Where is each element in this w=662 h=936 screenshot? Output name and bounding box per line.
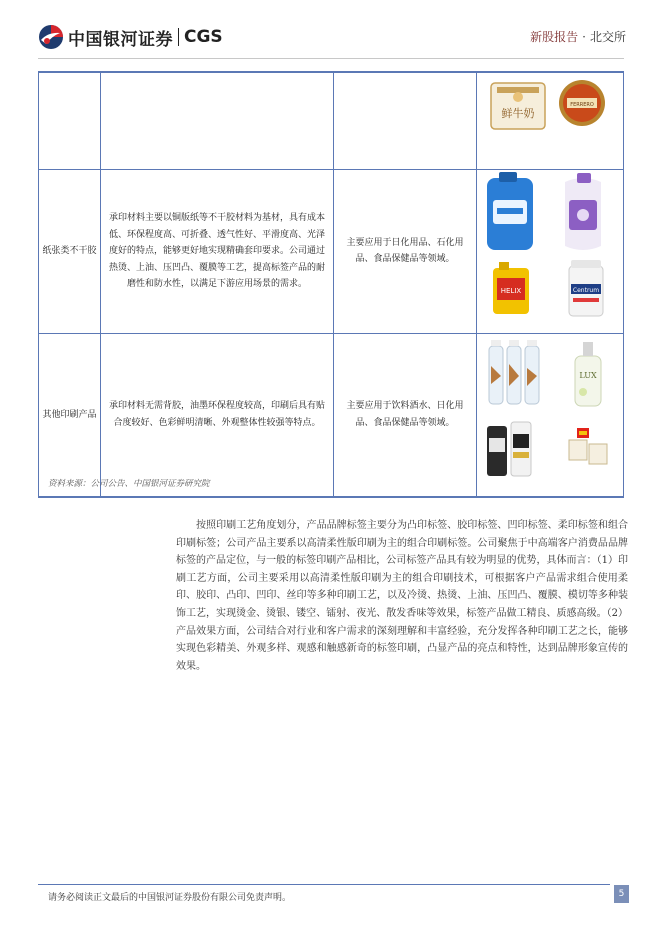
table-row [39, 334, 624, 497]
product-images [477, 73, 624, 162]
header-divider [38, 58, 624, 59]
product-images [477, 334, 624, 489]
milk-label-image [491, 83, 545, 129]
description-cell: 承印材料主要以铜版纸等不干胶材料为基材，具有成本低、环保程度高、可折叠、透气性好、平滑度高、光泽度好的特点，能够更好地实现精确套印要求。公司通过热烫、上油、压凹凸、覆膜等工艺，提高标签产品的耐磨性和防水性，以满足下游应用场景的需求。 [101, 169, 334, 334]
logo-english-name: CGS [184, 27, 223, 47]
exchange-name: 北交所 [589, 30, 626, 44]
company-logo [38, 24, 223, 50]
engine-oil-image [493, 262, 529, 314]
water-bottles-image [489, 340, 539, 404]
page-number: 5 [614, 885, 629, 903]
page-header [0, 0, 662, 62]
report-type-label [530, 28, 626, 45]
svg-text:LUX: LUX [579, 371, 597, 380]
body-paragraph [176, 517, 628, 675]
purple-detergent-image [565, 173, 601, 250]
logo-chinese-name: 中国银河证券 [68, 29, 173, 50]
paragraph-text: 按照印刷工艺角度划分，产品品牌标签主要分为凸印标签、胶印标签、凹印标签、柔印标签和组合印刷标签；公司产品主要系以高清柔性版印刷为主的组合印刷标签。公司聚焦于中高端客户消费品品牌标签的产品定位，与一般的标签印刷产品相比，公司标签产品具有较为明显的优势，具体而言：（1）印刷工艺方面，公司主要采用以高清柔性版印刷为主的组合印刷技术，可根据客户产品需求组合使用柔印、胶印、凸印、凹印、丝印等多种印刷工艺，以及冷烫、热烫、上油、压凹凸、覆膜、模切等多种装饰工艺，实现烫金、烫银、镂空、镭射、夜光、散发香味等效果，标签产品做工精良、质感高级。（2）产品效果方面，公司结合对行业和客户需求的深刻理解和丰富经验，充分发挥各种印刷工艺之长，能够实现色彩精美、外观多样、观感和触感新奇的标签印刷，凸显产品的亮点和特性，达到品牌形象宣传的效果。 [176, 520, 628, 672]
category-cell: 其他印刷产品 [39, 334, 101, 497]
ferrero-label-image [559, 80, 605, 126]
product-images-cell [477, 334, 624, 497]
product-images-cell [477, 169, 624, 334]
application-cell: 主要应用于饮料酒水、日化用品、食品保健品等领域。 [334, 334, 477, 497]
lux-bottle-image [575, 342, 601, 406]
svg-text:Centrum: Centrum [572, 286, 600, 294]
blue-detergent-image [487, 172, 533, 250]
footer-divider [38, 884, 610, 885]
table-row [39, 169, 624, 334]
category-cell [39, 72, 101, 169]
product-images-cell [477, 72, 624, 169]
cgs-logo-icon [38, 24, 64, 50]
source-note: 资料来源：公司公告、中国银河证券研究院 [48, 479, 210, 489]
product-table [38, 71, 624, 498]
application-cell: 主要应用于日化用品、石化用品、食品保健品等领域。 [334, 169, 477, 334]
description-cell [101, 72, 334, 169]
coffee-cans-image [487, 422, 531, 476]
category-cell: 纸张类不干胶 [39, 169, 101, 334]
centrum-bottle-image [569, 260, 603, 316]
report-type: 新股报告 [530, 30, 579, 44]
product-images [477, 170, 624, 327]
application-cell [334, 72, 477, 169]
footer-disclaimer: 请务必阅读正文最后的中国银河证券股份有限公司免责声明。 [48, 893, 292, 903]
tea-bags-image [569, 428, 607, 464]
svg-text:鲜牛奶: 鲜牛奶 [501, 107, 535, 120]
table-row [39, 72, 624, 169]
description-cell: 承印材料无需背胶，油墨环保程度较高，印刷后具有贴合度较好、色彩鲜明清晰、外观整体性较强等特点。 [101, 334, 334, 497]
svg-text:HELIX: HELIX [500, 286, 522, 295]
svg-text:FERRERO: FERRERO [570, 102, 594, 108]
header-separator: · [582, 30, 586, 44]
logo-divider [178, 28, 179, 46]
